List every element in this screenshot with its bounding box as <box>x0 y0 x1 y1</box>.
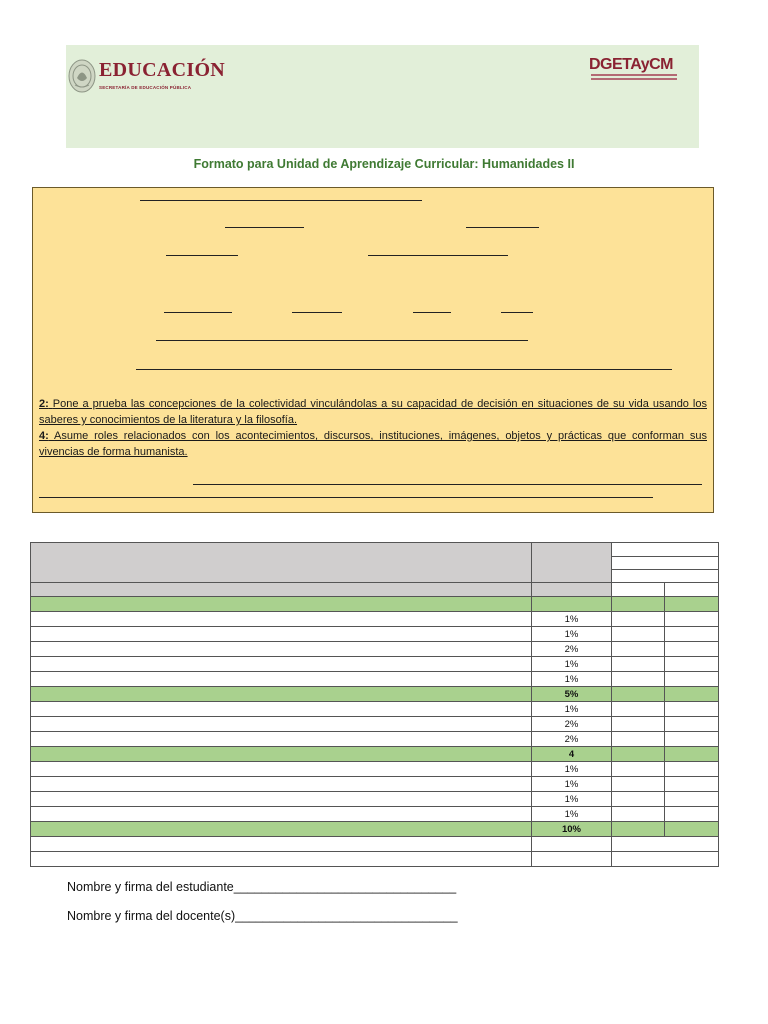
table-cell <box>612 672 665 687</box>
blank-line <box>225 227 304 228</box>
table-cell <box>665 642 719 657</box>
table-cell <box>31 762 532 777</box>
blank-line <box>39 497 653 498</box>
table-row <box>31 777 719 792</box>
table-cell <box>612 822 665 837</box>
table-cell: 5% <box>532 687 612 702</box>
blank-line <box>292 312 342 313</box>
table-cell <box>665 822 719 837</box>
table-row <box>31 762 719 777</box>
table-row <box>31 672 719 687</box>
table-cell <box>665 627 719 642</box>
competency-text <box>39 396 707 460</box>
table-cell <box>665 762 719 777</box>
table-cell <box>532 837 612 852</box>
table-cell <box>31 627 532 642</box>
blank-line <box>413 312 451 313</box>
table-cell <box>665 732 719 747</box>
table-cell <box>31 777 532 792</box>
table-cell <box>532 597 612 612</box>
table-cell <box>31 792 532 807</box>
blank-line <box>501 312 533 313</box>
table-cell <box>31 672 532 687</box>
blank-line <box>193 484 702 485</box>
teacher-signature-line: Nombre y firma del docente(s)________________________________ <box>67 909 458 923</box>
table-cell <box>31 597 532 612</box>
table-cell: 2% <box>532 642 612 657</box>
sep-logo-title: EDUCACIÓN <box>99 59 226 81</box>
table-cell <box>612 612 665 627</box>
table-cell: 1% <box>532 627 612 642</box>
table-cell: 4 <box>532 747 612 762</box>
table-cell <box>612 717 665 732</box>
table-cell <box>31 822 532 837</box>
table-row <box>31 837 719 852</box>
header-band <box>66 45 699 148</box>
table-cell <box>612 792 665 807</box>
table-cell <box>665 687 719 702</box>
table-cell <box>665 777 719 792</box>
table-cell <box>612 807 665 822</box>
table-cell: 1% <box>532 762 612 777</box>
table-row <box>31 687 719 702</box>
table-cell <box>31 747 532 762</box>
table-cell <box>612 657 665 672</box>
table-cell <box>612 762 665 777</box>
table-header-cell <box>532 543 612 583</box>
table-cell <box>612 627 665 642</box>
table-cell: 2% <box>532 732 612 747</box>
blank-line <box>466 227 539 228</box>
table-cell <box>665 612 719 627</box>
blank-line <box>368 255 508 256</box>
table-cell <box>665 672 719 687</box>
table-row <box>31 852 719 867</box>
table-cell: 1% <box>532 777 612 792</box>
table-cell <box>31 852 532 867</box>
table-cell <box>31 657 532 672</box>
sep-logo-subtitle: SECRETARÍA DE EDUCACIÓN PÚBLICA <box>99 85 192 90</box>
table-header-cell <box>612 557 719 570</box>
table-cell <box>612 777 665 792</box>
table-header-cell <box>31 583 532 597</box>
table-cell <box>665 597 719 612</box>
table-cell <box>31 837 532 852</box>
table-cell: 1% <box>532 657 612 672</box>
blank-line <box>166 255 238 256</box>
info-box <box>32 187 714 513</box>
competency-description: Pone a prueba las concepciones de la colectividad vinculándolas a su capacidad de decisión en situaciones de su vida usando los saberes y conocimientos de la literatura y la filosofía. <box>39 398 707 426</box>
table-cell <box>665 702 719 717</box>
table-cell: 10% <box>532 822 612 837</box>
table-cell <box>612 702 665 717</box>
table-cell: 1% <box>532 792 612 807</box>
table-row <box>31 807 719 822</box>
table-header-cell <box>532 583 612 597</box>
blank-line <box>140 200 422 201</box>
table-row <box>31 642 719 657</box>
table-cell <box>665 807 719 822</box>
table-header-cell <box>612 570 719 583</box>
table-cell <box>532 852 612 867</box>
table-header-cell <box>31 543 532 583</box>
mexico-seal-icon <box>68 58 96 94</box>
table-cell: 2% <box>532 717 612 732</box>
blank-line <box>164 312 232 313</box>
document-title: Formato para Unidad de Aprendizaje Curricular: Humanidades II <box>193 157 575 171</box>
table-cell <box>612 732 665 747</box>
table-cell <box>612 747 665 762</box>
table-cell <box>31 642 532 657</box>
table-row <box>31 822 719 837</box>
table-header-cell <box>612 583 665 597</box>
table-cell <box>31 687 532 702</box>
table-cell <box>612 642 665 657</box>
table-cell: 1% <box>532 807 612 822</box>
table-cell <box>612 687 665 702</box>
table-cell <box>665 792 719 807</box>
table-cell <box>665 717 719 732</box>
dgetaycm-logo-subtitle-line <box>591 78 677 80</box>
table-row <box>31 702 719 717</box>
dgetaycm-logo-title: DGETAyCM <box>589 56 673 73</box>
blank-line <box>136 369 672 370</box>
table-row <box>31 612 719 627</box>
table-header-cell <box>612 543 719 557</box>
dgetaycm-logo-subtitle-line <box>591 74 677 76</box>
table-cell <box>612 852 719 867</box>
competency-number: 2: <box>39 398 49 410</box>
evaluation-table <box>30 542 719 867</box>
dgetaycm-logo <box>589 56 697 86</box>
blank-line <box>156 340 528 341</box>
table-row <box>31 792 719 807</box>
table-row <box>31 747 719 762</box>
table-row <box>31 732 719 747</box>
table-cell <box>31 807 532 822</box>
table-cell <box>31 612 532 627</box>
student-signature-line: Nombre y firma del estudiante________________________________ <box>67 880 457 894</box>
table-row <box>31 597 719 612</box>
competency-description: Asume roles relacionados con los acontecimientos, discursos, instituciones, imágenes, objetos y prácticas que conforman sus vivencias de forma humanista. <box>39 430 707 458</box>
evaluation-table-body <box>31 543 719 867</box>
table-cell: 1% <box>532 612 612 627</box>
table-row <box>31 657 719 672</box>
table-row <box>31 627 719 642</box>
table-cell <box>31 717 532 732</box>
table-cell: 1% <box>532 672 612 687</box>
table-cell <box>612 837 719 852</box>
table-header-cell <box>665 583 719 597</box>
table-cell <box>665 747 719 762</box>
table-row <box>31 717 719 732</box>
table-cell <box>665 657 719 672</box>
table-cell: 1% <box>532 702 612 717</box>
sep-logo <box>66 55 226 99</box>
competency-number: 4: <box>39 430 49 442</box>
table-cell <box>31 702 532 717</box>
table-cell <box>31 732 532 747</box>
table-cell <box>612 597 665 612</box>
